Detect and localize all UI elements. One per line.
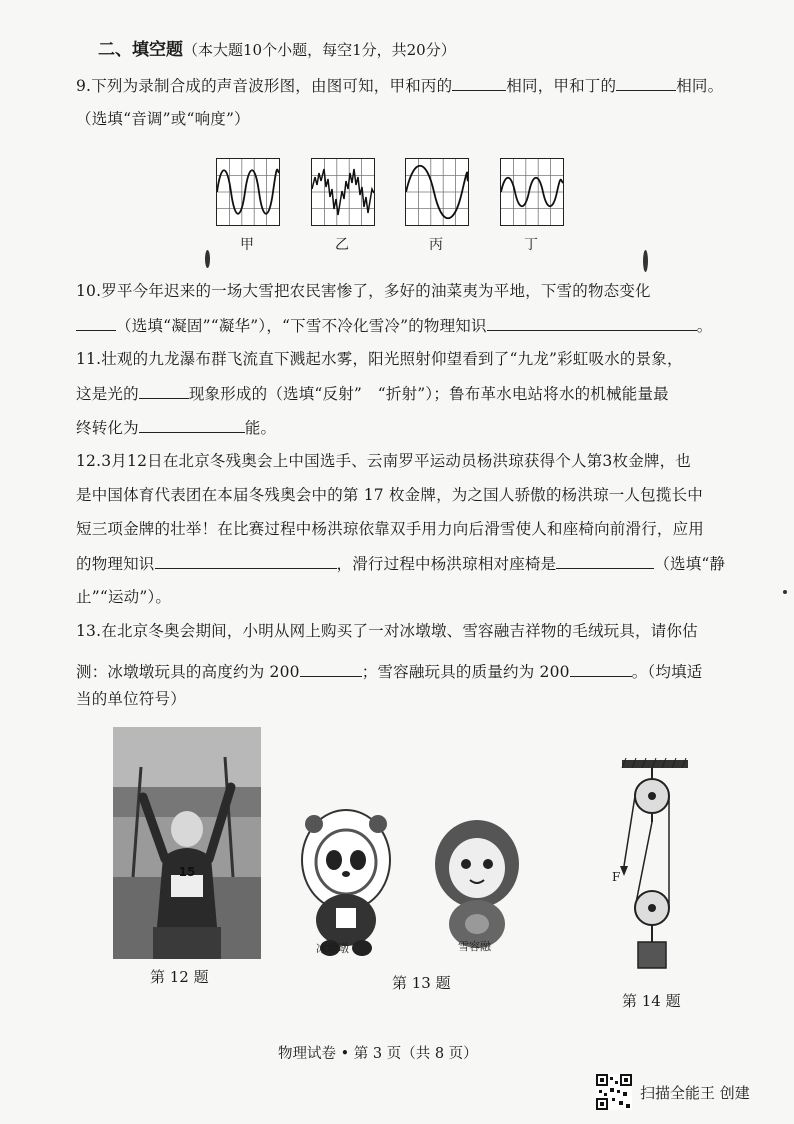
q12-line5: 止”“运动”）。	[76, 588, 172, 606]
q10-text-a: （选填“凝固”“凝华”），“下雪不冷化雪冷”的物理知识	[116, 317, 487, 335]
q9-line2: （选填“音调”或“响度”）	[76, 110, 250, 128]
qr-code-icon	[596, 1074, 632, 1110]
scanner-watermark: 扫描全能王 创建	[640, 1084, 750, 1102]
q9-line1	[76, 74, 723, 97]
waveform-label-ding: 丁	[524, 237, 538, 253]
shuey-rhon-rhon-figure	[430, 812, 524, 962]
scan-speck	[205, 250, 210, 268]
q12-line3: 短三项金牌的壮举！在比赛过程中杨洪琼依靠双手用力向后滑雪使人和座椅向前滑行，应用	[76, 520, 705, 538]
mascot-name-shueyrhonrhon: 雪容融	[458, 940, 491, 953]
caption-q13: 第 13 题	[392, 974, 451, 992]
bing-dwen-dwen-figure	[296, 800, 396, 960]
q12-blank-2[interactable]	[556, 552, 654, 569]
q12-text-a: 的物理知识	[76, 555, 155, 573]
q12-text-b: ，滑行过程中杨洪琼相对座椅是	[336, 555, 557, 573]
section-title-text: 二、填空题	[98, 40, 183, 60]
q10-blank-1[interactable]	[76, 314, 116, 331]
waveform-label-bing: 丙	[429, 237, 443, 253]
athlete-photo	[113, 727, 261, 959]
waveform-bing	[405, 158, 469, 226]
q13-blank-2[interactable]	[570, 660, 632, 677]
waveform-label-yi: 乙	[335, 237, 349, 253]
q9-blank-2[interactable]	[616, 74, 676, 91]
q11-text-a: 这是光的	[76, 385, 139, 403]
q11-text-b: 现象形成的（选填“反射” “折射”）；鲁布革水电站将水的机械能量最	[188, 385, 669, 403]
q9-blank-1[interactable]	[452, 74, 506, 91]
q12-text-c: （选填“静	[654, 555, 726, 573]
athlete-bib-number: 15	[178, 865, 196, 879]
q12-line1: 12.3月12日在北京冬残奥会上中国选手、云南罗平运动员杨洪琼获得个人第3枚金牌，也	[76, 452, 691, 470]
waveform-yi	[311, 158, 375, 226]
q12-blank-1[interactable]	[155, 552, 337, 569]
section-title	[98, 35, 456, 60]
q11-line2	[76, 382, 669, 405]
section-subtitle: （本大题10个小题，每空1分，共20分）	[183, 41, 456, 59]
q13-line2	[76, 660, 703, 683]
caption-q14: 第 14 题	[622, 992, 681, 1010]
waveform-ding	[500, 158, 564, 226]
q9-text-b: 相同，甲和丁的	[506, 77, 617, 95]
q13-text-b: ；雪容融玩具的质量约为 200	[361, 663, 570, 681]
q11-blank-1[interactable]	[139, 382, 189, 399]
q13-text-c: 。（均填适	[631, 663, 703, 681]
q10-line1: 10.罗平今年迟来的一场大雪把农民害惨了，多好的油菜夷为平地，下雪的物态变化	[76, 282, 651, 300]
force-label: F	[612, 870, 621, 884]
page-footer: 物理试卷 • 第 3 页（共 8 页）	[278, 1046, 478, 1062]
q12-line4	[76, 552, 725, 575]
scan-speck	[643, 250, 648, 272]
waveform-jia	[216, 158, 280, 226]
q9-text-c: 相同。	[676, 77, 724, 95]
q13-blank-1[interactable]	[300, 660, 362, 677]
q10-line2	[76, 314, 712, 337]
scan-speck	[783, 590, 787, 594]
q13-line1: 13.在北京冬奥会期间，小明从网上购买了一对冰墩墩、雪容融吉祥物的毛绒玩具，请你估	[76, 622, 698, 640]
q11-text-c: 终转化为	[76, 419, 139, 437]
mascot-name-bingdwendwen: 冰墩墩	[316, 942, 349, 955]
pulley-diagram	[604, 758, 696, 978]
q11-blank-2[interactable]	[139, 416, 245, 433]
q12-line2: 是中国体育代表团在本届冬残奥会中的第 17 枚金牌，为之国人骄傲的杨洪琼一人包揽长中	[76, 486, 703, 504]
q11-line1: 11.壮观的九龙瀑布群飞流直下溅起水雾，阳光照射仰望看到了“九龙”彩虹吸水的景象，	[76, 350, 683, 368]
q10-blank-2[interactable]	[487, 314, 697, 331]
q13-line3: 当的单位符号）	[76, 690, 186, 708]
waveform-label-jia: 甲	[240, 237, 254, 253]
caption-q12: 第 12 题	[150, 968, 209, 986]
q11-line3	[76, 416, 276, 439]
q10-text-b: 。	[696, 317, 713, 335]
q11-text-d: 能。	[244, 419, 277, 437]
q9-text-a: 9.下列为录制合成的声音波形图，由图可知，甲和丙的	[76, 77, 453, 95]
q13-text-a: 测：冰墩墩玩具的高度约为 200	[76, 663, 300, 681]
